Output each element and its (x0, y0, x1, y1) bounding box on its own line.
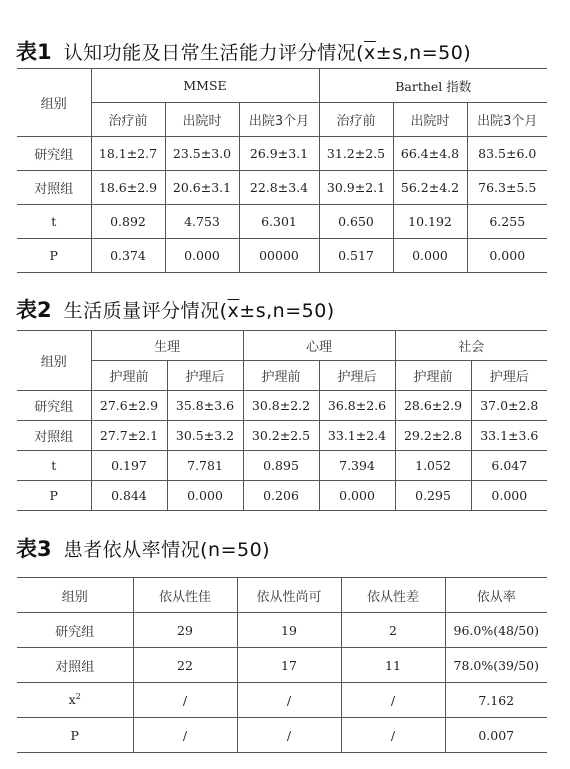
table2-subheader: 护理前 (91, 361, 167, 391)
table-cell: 26.9±3.1 (239, 137, 319, 171)
table-cell: 7.162 (445, 683, 547, 718)
table-cell: 29.2±2.8 (395, 421, 471, 451)
table-cell: 0.000 (467, 239, 547, 273)
table-cell: 37.0±2.8 (471, 391, 547, 421)
table-cell: 33.1±2.4 (319, 421, 395, 451)
table-cell: 30.8±2.2 (243, 391, 319, 421)
table2-subheader: 护理后 (471, 361, 547, 391)
table-cell: / (133, 718, 237, 753)
table2-subheader: 护理前 (243, 361, 319, 391)
table-row (17, 718, 547, 753)
table-row (17, 481, 547, 511)
table-cell: 20.6±3.1 (165, 171, 239, 205)
table-cell: 27.6±2.9 (91, 391, 167, 421)
row-label: 研究组 (17, 137, 91, 171)
table-cell: 29 (133, 613, 237, 648)
table1-colgroup-barthel: Barthel 指数 (319, 69, 547, 103)
table-row (17, 137, 547, 171)
table3-label: 表3 (16, 537, 52, 561)
table-cell: 33.1±3.6 (471, 421, 547, 451)
table-cell: 00000 (239, 239, 319, 273)
table-cell: 11 (341, 648, 445, 683)
row-label: P (17, 239, 91, 273)
table-cell: 0.295 (395, 481, 471, 511)
table2-colgroup-physical: 生理 (91, 331, 243, 361)
table-row (17, 205, 547, 239)
table1-label: 表1 (16, 40, 52, 64)
table-cell: 0.000 (471, 481, 547, 511)
table1-caption (16, 36, 471, 66)
row-label: P (17, 481, 91, 511)
table-cell: 28.6±2.9 (395, 391, 471, 421)
table-row (17, 683, 547, 718)
table-cell: 18.6±2.9 (91, 171, 165, 205)
table-row (17, 171, 547, 205)
table-row (17, 421, 547, 451)
row-label: 对照组 (17, 171, 91, 205)
table-cell: 66.4±4.8 (393, 137, 467, 171)
table-cell: 0.844 (91, 481, 167, 511)
table2-group-header: 组别 (17, 331, 91, 391)
table3-header: 依从性佳 (133, 578, 237, 613)
table-cell: 0.517 (319, 239, 393, 273)
table-cell: / (237, 683, 341, 718)
table-cell: 7.781 (167, 451, 243, 481)
row-label: 对照组 (17, 421, 91, 451)
table-cell: 0.000 (319, 481, 395, 511)
table-cell: 83.5±6.0 (467, 137, 547, 171)
table-cell: 23.5±3.0 (165, 137, 239, 171)
row-label: t (17, 451, 91, 481)
table-cell: 18.1±2.7 (91, 137, 165, 171)
table2-caption (16, 294, 335, 324)
table-cell: 0.206 (243, 481, 319, 511)
table2-title: 生活质量评分情况$(\overline{x}\pm s,n=50)$ (63, 300, 335, 322)
table-cell: 0.000 (165, 239, 239, 273)
table-cell: 31.2±2.5 (319, 137, 393, 171)
table3-header: 依从性尚可 (237, 578, 341, 613)
table-cell: 30.2±2.5 (243, 421, 319, 451)
table1-group-header: 组别 (17, 69, 91, 137)
table-cell: / (341, 718, 445, 753)
table-cell: 78.0%(39/50) (445, 648, 547, 683)
table3-caption (16, 533, 270, 563)
table-cell: 10.192 (393, 205, 467, 239)
row-label: $x^2$ (17, 683, 133, 718)
table-cell: 19 (237, 613, 341, 648)
table-cell: 1.052 (395, 451, 471, 481)
row-label: t (17, 205, 91, 239)
table2-subheader: 护理后 (319, 361, 395, 391)
table-cell: 0.007 (445, 718, 547, 753)
table1-subheader: 出院时 (393, 103, 467, 137)
table1-subheader: 治疗前 (319, 103, 393, 137)
table-row (17, 451, 547, 481)
row-label: 研究组 (17, 391, 91, 421)
table-cell: 22.8±3.4 (239, 171, 319, 205)
table-cell: 30.9±2.1 (319, 171, 393, 205)
row-label: 对照组 (17, 648, 133, 683)
table1-colgroup-mmse: MMSE (91, 69, 319, 103)
table-cell: 2 (341, 613, 445, 648)
table-cell: 56.2±4.2 (393, 171, 467, 205)
table-cell: 0.895 (243, 451, 319, 481)
table-cell: / (341, 683, 445, 718)
table2-label: 表2 (16, 298, 52, 322)
table1-subheader: 出院3个月 (467, 103, 547, 137)
table-cell: / (133, 683, 237, 718)
table3-header: 依从性差 (341, 578, 445, 613)
row-label: 研究组 (17, 613, 133, 648)
table-cell: 35.8±3.6 (167, 391, 243, 421)
table1-subheader: 出院时 (165, 103, 239, 137)
table3-header: 依从率 (445, 578, 547, 613)
table-cell: 0.374 (91, 239, 165, 273)
table3-header: 组别 (17, 578, 133, 613)
table-cell: 6.255 (467, 205, 547, 239)
table-cell: 76.3±5.5 (467, 171, 547, 205)
table-cell: 0.000 (167, 481, 243, 511)
table-cell: / (237, 718, 341, 753)
table-cell: 36.8±2.6 (319, 391, 395, 421)
table1 (17, 68, 547, 273)
table-cell: 0.197 (91, 451, 167, 481)
table2-colgroup-psych: 心理 (243, 331, 395, 361)
table1-subheader: 出院3个月 (239, 103, 319, 137)
table-row (17, 613, 547, 648)
table-cell: 6.047 (471, 451, 547, 481)
table2-subheader: 护理前 (395, 361, 471, 391)
table-cell: 0.000 (393, 239, 467, 273)
table-cell: 0.892 (91, 205, 165, 239)
table-cell: 27.7±2.1 (91, 421, 167, 451)
row-label: P (17, 718, 133, 753)
table-row (17, 239, 547, 273)
table-cell: 30.5±3.2 (167, 421, 243, 451)
table2 (17, 330, 547, 511)
table-row (17, 648, 547, 683)
table1-subheader: 治疗前 (91, 103, 165, 137)
table-row (17, 391, 547, 421)
table-cell: 96.0%(48/50) (445, 613, 547, 648)
table2-subheader: 护理后 (167, 361, 243, 391)
table-cell: 7.394 (319, 451, 395, 481)
table1-title: 认知功能及日常生活能力评分情况$(\overline{x}\pm s,n=50)$ (63, 42, 472, 64)
table3 (17, 577, 547, 753)
table3-title: 患者依从率情况(n=50) (63, 539, 271, 561)
table2-colgroup-social: 社会 (395, 331, 547, 361)
table-cell: 4.753 (165, 205, 239, 239)
table-cell: 17 (237, 648, 341, 683)
table-cell: 22 (133, 648, 237, 683)
table-cell: 6.301 (239, 205, 319, 239)
table-cell: 0.650 (319, 205, 393, 239)
